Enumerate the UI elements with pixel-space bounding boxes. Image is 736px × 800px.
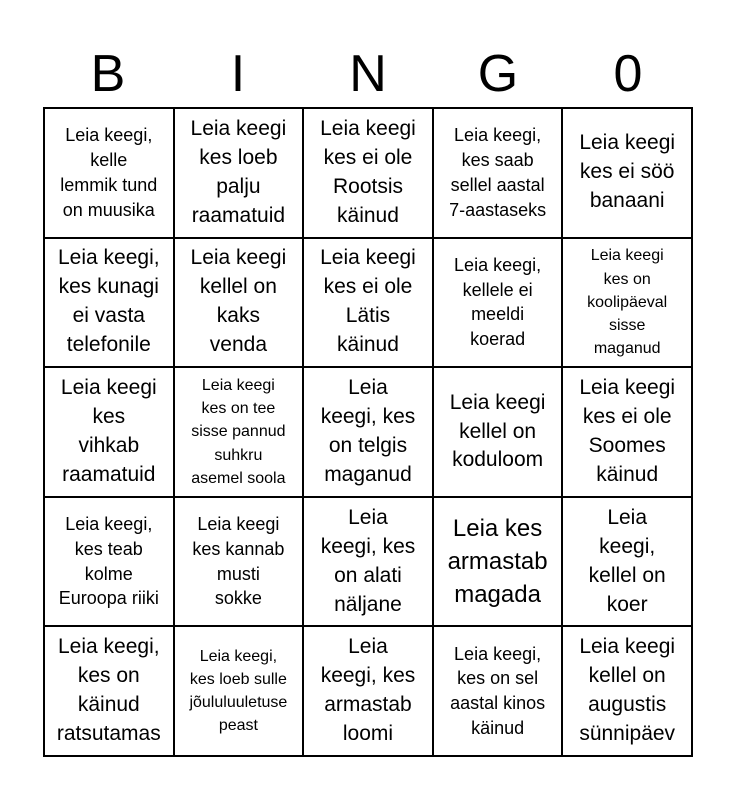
header-letter-i: I bbox=[230, 45, 246, 103]
cell-text: Leia keegi, kes on telgis maganud bbox=[320, 376, 416, 486]
bingo-cell[interactable] bbox=[433, 238, 563, 368]
cell-text: Leia keegi, kes on sel aastal kinos käinud bbox=[450, 643, 546, 739]
cell-text: Leia keegi, kes saab sellel aastal 7-aastaseks bbox=[449, 125, 547, 220]
bingo-cell[interactable] bbox=[174, 626, 304, 756]
cell-text: Leia kes armastab magada bbox=[447, 514, 548, 609]
cell-text: Leia keegi kellel on koduloom bbox=[449, 390, 546, 472]
cell-text: Leia keegi kellel on kaks venda bbox=[190, 246, 287, 357]
bingo-cell[interactable] bbox=[44, 367, 174, 497]
bingo-cell[interactable] bbox=[433, 497, 563, 627]
bingo-cell[interactable] bbox=[562, 497, 692, 627]
cell-text: Leia keegi, kes armastab loomi bbox=[320, 635, 416, 746]
bingo-cell[interactable] bbox=[562, 238, 692, 368]
cell-text: Leia keegi kes ei söö banaani bbox=[579, 131, 676, 213]
cell-text: Leia keegi, kellele ei meeldi koerad bbox=[454, 254, 542, 350]
bingo-cell[interactable] bbox=[433, 367, 563, 497]
bingo-cell[interactable] bbox=[44, 238, 174, 368]
bingo-cell[interactable] bbox=[44, 497, 174, 627]
cell-text: Leia keegi, kes on käinud ratsutamas bbox=[56, 635, 161, 746]
cell-text: Leia keegi kellel on augustis sünnipäev bbox=[579, 635, 676, 746]
bingo-cell[interactable] bbox=[174, 108, 304, 238]
bingo-cell[interactable] bbox=[44, 626, 174, 756]
bingo-cell[interactable] bbox=[174, 497, 304, 627]
cell-text: Leia keegi kes kannab musti sokke bbox=[192, 513, 285, 609]
cell-text: Leia keegi kes on koolipäeval sisse maganud bbox=[587, 247, 668, 358]
cell-text: Leia keegi kes ei ole Lätis käinud bbox=[320, 246, 416, 357]
cell-text: Leia keegi, kelle lemmik tund on muusika bbox=[60, 125, 158, 220]
bingo-cell[interactable] bbox=[174, 367, 304, 497]
bingo-cell[interactable] bbox=[433, 626, 563, 756]
bingo-cell[interactable] bbox=[303, 238, 433, 368]
bingo-cell[interactable] bbox=[44, 108, 174, 238]
bingo-cell[interactable] bbox=[303, 497, 433, 627]
bingo-cell[interactable] bbox=[303, 108, 433, 238]
bingo-cell[interactable] bbox=[562, 626, 692, 756]
bingo-board bbox=[43, 107, 693, 757]
cell-text: Leia keegi, kes teab kolme Euroopa riiki bbox=[58, 513, 159, 609]
bingo-cell[interactable] bbox=[303, 626, 433, 756]
header-letter-o: 0 bbox=[613, 45, 643, 103]
cell-text: Leia keegi, kes on alati näljane bbox=[320, 505, 416, 616]
cell-text: Leia keegi kes ei ole Rootsis käinud bbox=[320, 116, 416, 227]
cell-text: Leia keegi, kes kunagi ei vasta telefonile bbox=[58, 246, 160, 357]
header-letter-n: N bbox=[349, 45, 387, 103]
header-letter-b: B bbox=[90, 45, 126, 103]
cell-text: Leia keegi kes ei ole Soomes käinud bbox=[579, 376, 676, 486]
bingo-cell[interactable] bbox=[433, 108, 563, 238]
header-letter-g: G bbox=[477, 45, 519, 103]
bingo-cell[interactable] bbox=[562, 108, 692, 238]
bingo-cell[interactable] bbox=[562, 367, 692, 497]
cell-text: Leia keegi kes on tee sisse pannud suhkru asemel soola bbox=[191, 377, 286, 487]
cell-text: Leia keegi kes vihkab raamatuid bbox=[60, 376, 157, 486]
bingo-cell[interactable] bbox=[174, 238, 304, 368]
cell-text: Leia keegi, kellel on koer bbox=[588, 505, 666, 616]
bingo-cell[interactable] bbox=[303, 367, 433, 497]
bingo-header bbox=[43, 40, 693, 108]
cell-text: Leia keegi kes loeb palju raamatuid bbox=[190, 116, 287, 227]
cell-text: Leia keegi, kes loeb sulle jõululuuletuse peast bbox=[189, 647, 288, 735]
